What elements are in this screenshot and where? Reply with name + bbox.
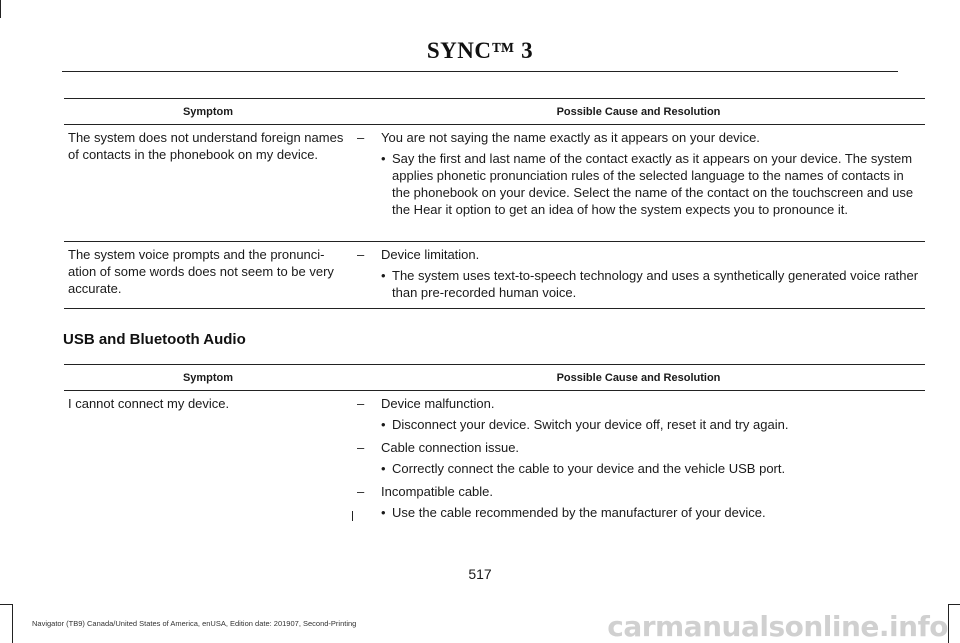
resolution-text: Say the first and last name of the contact exactly as it appears on your device. The system applies phonetic pronunciation rules of the selected language to the names of contacts in the phonebook on your device. Select the name of the contact on the touchscreen and use the Hear it option to get an idea of how the system expects you to pronounce it.	[392, 151, 914, 217]
resolution-item	[381, 416, 925, 433]
dash-marker: –	[357, 247, 365, 262]
resolution-item	[381, 150, 925, 218]
cause-item	[357, 483, 925, 500]
table-row	[64, 391, 925, 520]
footer-edition-text: Navigator (TB9) Canada/United States of America, enUSA, Edition date: 201907, Second-Printing	[32, 619, 357, 628]
dash-marker: –	[357, 440, 365, 455]
cause-cell	[355, 391, 925, 520]
symptom-cell: The system voice prompts and the pronunci-ation of some words does not seem to be very accurate.	[68, 247, 334, 296]
bullet-marker: •	[381, 417, 386, 432]
cause-item	[357, 246, 925, 263]
cause-item	[357, 439, 925, 456]
table-row	[64, 242, 925, 309]
table-header	[64, 364, 925, 391]
crop-mark-bottom-right-h	[948, 604, 960, 605]
cause-item	[357, 395, 925, 412]
table-row	[64, 125, 925, 242]
cause-text: Device limitation.	[381, 247, 480, 262]
cause-text: Incompatible cable.	[381, 484, 494, 499]
troubleshooting-table-2	[64, 364, 925, 520]
cause-text: Cable connection issue.	[381, 440, 520, 455]
resolution-text: Use the cable recommended by the manufacturer of your device.	[392, 505, 766, 520]
watermark: carmanualsonline.info	[607, 610, 948, 643]
cause-item	[357, 129, 925, 146]
resolution-item	[381, 460, 925, 477]
continuation-tick	[352, 511, 353, 521]
column-header-cause: Possible Cause and Resolution	[556, 105, 721, 118]
bullet-marker: •	[381, 151, 386, 166]
header-rule	[62, 71, 898, 72]
troubleshooting-table-1	[64, 98, 925, 309]
resolution-item	[381, 267, 925, 301]
column-header-symptom: Symptom	[182, 371, 234, 384]
page-number: 517	[468, 566, 492, 582]
symptom-cell: The system does not understand foreign names of contacts in the phonebook on my device.	[68, 130, 344, 162]
dash-marker: –	[357, 396, 365, 411]
resolution-item	[381, 504, 925, 521]
column-header-cause: Possible Cause and Resolution	[556, 371, 721, 384]
resolution-text: Disconnect your device. Switch your device off, reset it and try again.	[392, 417, 789, 432]
symptom-cell: I cannot connect my device.	[68, 396, 230, 411]
column-header-symptom: Symptom	[182, 105, 234, 118]
crop-mark-bottom-right	[948, 605, 949, 643]
crop-mark-bottom-left	[12, 605, 13, 643]
resolution-text: Correctly connect the cable to your device and the vehicle USB port.	[392, 461, 786, 476]
resolution-text: The system uses text-to-speech technology and uses a synthetically generated voice rather than pre-recorded human voice.	[392, 268, 919, 300]
page-title: SYNC™ 3	[426, 38, 534, 63]
dash-marker: –	[357, 484, 365, 499]
cause-cell	[355, 242, 925, 308]
table-header	[64, 98, 925, 125]
crop-mark-top-left	[0, 0, 1, 18]
cause-cell	[355, 125, 925, 241]
cause-text: Device malfunction.	[381, 396, 495, 411]
bullet-marker: •	[381, 268, 386, 283]
dash-marker: –	[357, 130, 365, 145]
section-heading: USB and Bluetooth Audio	[63, 331, 246, 348]
bullet-marker: •	[381, 461, 386, 476]
bullet-marker: •	[381, 505, 386, 520]
cause-text: You are not saying the name exactly as it appears on your device.	[381, 130, 760, 145]
